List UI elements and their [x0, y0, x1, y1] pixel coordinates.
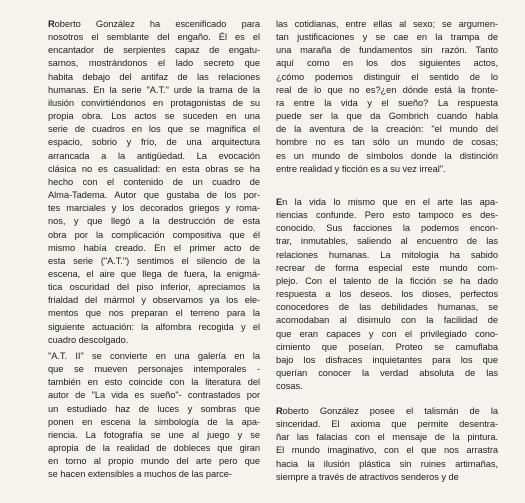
- line-text: trar, inmutables, saliendo al encuentro de las: [276, 236, 498, 247]
- line-text: tes marciales y los decorados griegos y roma-: [48, 203, 260, 214]
- text-line: [276, 380, 498, 393]
- text-line: [48, 123, 260, 136]
- line-text: mismo había creado. En el primer acto de: [48, 242, 260, 253]
- text-line: [48, 429, 260, 442]
- line-text: El mundo imaginativo, con el que nos arrastra: [276, 445, 498, 456]
- text-line: [48, 18, 260, 31]
- text-line: [48, 150, 260, 163]
- line-text: se hacen extensibles a muchos de las parce-: [48, 469, 232, 480]
- text-line: [48, 294, 260, 307]
- line-text: oberto González posee el talismán de la: [282, 406, 498, 416]
- line-text: cimiento que poseían. Proteo se camuflaba: [276, 341, 498, 352]
- text-line: [48, 376, 260, 389]
- line-text: respuesta a los deseos. los dioses, perfectos: [276, 289, 498, 300]
- line-text: en torno al propio mundo del arte pero que: [48, 456, 260, 467]
- line-text: apropia de la realidad de dobleces que giran: [48, 443, 260, 454]
- text-line: [276, 275, 498, 288]
- text-line: [276, 301, 498, 314]
- line-text: un estudiado haz de luces y sombras que: [48, 403, 260, 414]
- line-text: mentos que nos preparan el terreno para la: [48, 308, 260, 319]
- line-text: encantador de serpientes capaz de engatu-: [48, 45, 260, 56]
- text-line: [276, 31, 498, 44]
- text-line: [48, 468, 260, 481]
- text-line: [48, 163, 260, 176]
- paragraph: [276, 405, 498, 484]
- text-line: [48, 389, 260, 402]
- text-line: [48, 442, 260, 455]
- line-text: ñar las falacias con el mensaje de la pintura.: [276, 432, 498, 443]
- line-text: aquí como en los dos siguientes actos,: [276, 58, 498, 69]
- text-line: [48, 229, 260, 242]
- paragraph: [48, 350, 260, 482]
- text-line: [276, 288, 498, 301]
- line-text: ra entre la vida y el sueño? La respuesta: [276, 97, 498, 108]
- line-text: ponen en escena la simbología de la apa-: [48, 416, 260, 427]
- line-text: arrancada a la antigüedad. La evocación: [48, 150, 260, 161]
- text-line: [276, 405, 498, 418]
- line-text: cuadro descolgado.: [48, 334, 129, 345]
- line-text: tica oscuridad del piso inferior, apreciamos la: [48, 282, 260, 293]
- line-text: autor de "La vida es sueño"- contrastados por: [48, 390, 260, 401]
- line-text: hombre no es tan sólo un mundo de cosas;: [276, 137, 498, 148]
- text-line: [276, 110, 498, 123]
- line-text: recrear de forma especial este mundo com-: [276, 262, 498, 273]
- text-line: [276, 314, 498, 327]
- text-line: [276, 18, 498, 31]
- line-text: nosotros el semblante del engaño. Él es el: [48, 32, 260, 43]
- line-text: conocido. Sus facciones la podemos encon-: [276, 223, 498, 234]
- text-line: [48, 110, 260, 123]
- text-line: [276, 136, 498, 149]
- paragraph: [276, 18, 498, 176]
- text-line: [48, 202, 260, 215]
- line-text: real de lo que no es?¿en dónde está la fronte-: [276, 84, 498, 95]
- line-text: puede ser la que da Gombrich cuando habla: [276, 111, 498, 122]
- text-line: [48, 136, 260, 149]
- line-text: esta serie ("A.T.") sentimos el silencio de la: [48, 255, 260, 266]
- text-line: [276, 354, 498, 367]
- line-text: es un mundo de símbolos donde la distinción: [276, 150, 498, 161]
- line-text: frialdad del mármol y observamos ya los ele-: [48, 295, 260, 306]
- text-line: [276, 150, 498, 163]
- text-line: [276, 262, 498, 275]
- initial-letter: E: [276, 197, 283, 207]
- text-line: [48, 350, 260, 363]
- line-text: que eran capaces y con el privilegiado cono-: [276, 328, 498, 339]
- line-text: entre realidad y ficción es a su vez irreal".: [276, 163, 446, 174]
- text-line: [276, 444, 498, 457]
- line-text: nos, y que llegó a la destrucción de esta: [48, 216, 260, 227]
- text-line: [48, 403, 260, 416]
- initial-letter: R: [276, 406, 283, 416]
- text-line: [276, 367, 498, 380]
- text-line: [48, 176, 260, 189]
- line-text: espacio, sobrio y frío, de una arquitectura: [48, 137, 260, 148]
- text-line: [276, 458, 498, 471]
- text-line: [48, 242, 260, 255]
- line-text: clásica no es casualidad: en esta obras se ha: [48, 163, 260, 174]
- line-text: hacia la ilusión plástica sin ruines artimañas,: [276, 458, 498, 469]
- paragraph: [276, 196, 498, 393]
- text-line: [48, 281, 260, 294]
- text-line: [48, 84, 260, 97]
- line-text: serie de cuadros en los que se magnifica el: [48, 124, 260, 135]
- text-line: [48, 416, 260, 429]
- line-text: relaciones humanas. La mitología ha sabido: [276, 249, 498, 260]
- text-line: [276, 418, 498, 431]
- line-text: siguiente actuación: la alfombra recogida y el: [48, 321, 260, 332]
- line-text: las cotidianas, entre ellas al sexo; se argumen-: [276, 19, 498, 29]
- text-line: [48, 307, 260, 320]
- line-text: oberto González ha escenificado para: [54, 19, 260, 29]
- text-line: [48, 321, 260, 334]
- text-line: [48, 215, 260, 228]
- text-line: [276, 71, 498, 84]
- line-text: plejo. Con el talento de la ficción se ha dado: [276, 275, 498, 286]
- line-text: n la vida lo mismo que en el arte las apa-: [282, 197, 498, 207]
- text-line: [48, 255, 260, 268]
- text-line: [276, 328, 498, 341]
- text-line: [48, 97, 260, 110]
- line-text: de la aventura de la creación: "el mundo del: [276, 124, 498, 135]
- line-text: cosas.: [276, 381, 303, 392]
- line-text: sarnos, mostrándonos el lado secreto que: [48, 58, 260, 69]
- initial-letter: R: [48, 19, 55, 29]
- text-line: [276, 97, 498, 110]
- line-text: acomodaban al disimulo con la facilidad de: [276, 315, 498, 326]
- text-line: [276, 249, 498, 262]
- line-text: propia obra. Los actos se suceden en una: [48, 111, 260, 122]
- text-line: [48, 189, 260, 202]
- text-line: [48, 57, 260, 70]
- text-line: [276, 163, 498, 176]
- line-text: querían conocer la verdad absoluta de las: [276, 368, 498, 379]
- text-line: [276, 123, 498, 136]
- text-line: [48, 455, 260, 468]
- line-text: que se mueven personajes intemporales -: [48, 364, 260, 375]
- line-text: ¿cómo podemos distinguir el sentido de lo: [276, 71, 498, 82]
- text-line: [48, 334, 260, 347]
- text-line: [276, 222, 498, 235]
- paragraph: [48, 18, 260, 347]
- line-text: sinceridad. El axioma que permite desentra-: [276, 419, 498, 430]
- line-text: hecho con el contenido de un cuadro de: [48, 176, 260, 187]
- text-line: [48, 44, 260, 57]
- line-text: una maraña de fundamentos sin razón. Tanto: [276, 45, 498, 56]
- line-text: Alma-Tadema. Autor que gustaba de los por-: [48, 190, 260, 201]
- line-text: escena, el aire que llega de fuera, la enigmá-: [48, 268, 260, 279]
- text-line: [276, 209, 498, 222]
- text-line: [48, 268, 260, 281]
- line-text: bajo los disfraces inquietantes para los que: [276, 354, 498, 365]
- text-line: [276, 84, 498, 97]
- line-text: conocedores de las debilidades humanas, se: [276, 302, 498, 313]
- line-text: "A.T. II" se convierte en una galería en la: [48, 351, 260, 361]
- text-line: [276, 341, 498, 354]
- text-line: [276, 196, 498, 209]
- line-text: obra por la complicación compositiva que él: [48, 229, 260, 240]
- text-line: [276, 471, 498, 484]
- text-line: [48, 71, 260, 84]
- line-text: habita debajo del antifaz de las relaciones: [48, 71, 260, 82]
- text-line: [276, 57, 498, 70]
- line-text: ilusión convirtiéndonos en protagonistas de su: [48, 97, 260, 108]
- text-line: [48, 31, 260, 44]
- line-text: humanas. En la serie "A.T." urde la trama de la: [48, 84, 260, 95]
- line-text: tan justificaciones y se cae en la trampa de: [276, 32, 498, 43]
- line-text: riencias confunde. Pero esto tampoco es des-: [276, 210, 498, 221]
- line-text: siempre a través de atractivos senderos y de: [276, 471, 459, 482]
- text-line: [276, 235, 498, 248]
- text-line: [276, 44, 498, 57]
- text-line: [276, 431, 498, 444]
- line-text: riencia. La fotografía se une al juego y se: [48, 429, 260, 440]
- text-line: [48, 363, 260, 376]
- line-text: también en esto coincide con la literatura del: [48, 377, 260, 388]
